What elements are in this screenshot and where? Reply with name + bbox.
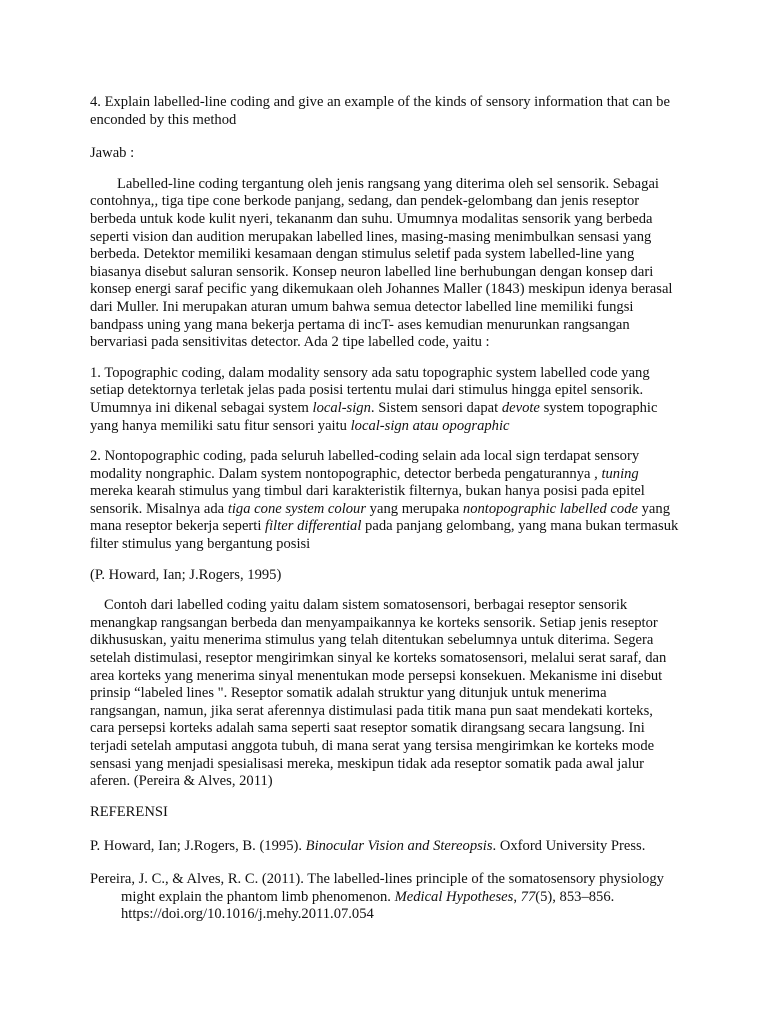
italic-term: local-sign atau opographic <box>350 417 510 434</box>
paragraph-somatosensory-example: Contoh dari labelled coding yaitu dalam sistem somatosensori, berbagai reseptor sensorik menangkap rangsangan berbeda dan menyampaikannya ke korteks sensorik. Setiap jenis reseptor dikhususkan, yaitu menerima stimulus yang telah ditentukan sebelumnya untuk diterima. Segera setelah distimulasi, reseptor mengirimkan sinyal ke korteks somatosensori, melalui serat saraf, dan area korteks yang menerima sinyal menentukan mode persepsi konsekuen. Mekanisme ini disebut prinsip “labeled lines ". Reseptor somatik adalah struktur yang ditunjuk untuk menerima rangsangan, namun, jika serat aferennya distimulasi pada titik mana pun saat mendekati korteks, cara persepsi korteks adalah sama seperti saat reseptor somatik dirangsang secara langsung. Ini terjadi setelah amputasi anggota tubuh, di mana serat yang tersisa mengirimkan ke korteks mode sensasi yang menjadi spesialisasi mereka, meskipun tidak ada reseptor somatik pada awal jalur aferen. (Pereira & Alves, 2011) <box>90 597 667 790</box>
paragraph-nontopographic-coding <box>90 448 680 554</box>
paragraph-text: yang merupaka <box>366 500 463 517</box>
paragraph-text: system topographic yang hanya memiliki satu fitur sensori yaitu <box>90 399 658 434</box>
answer-label: Jawab : <box>90 145 135 162</box>
reference-journal: Medical Hypotheses <box>394 888 514 905</box>
italic-term: devote <box>501 399 540 416</box>
paragraph-labelled-line-intro: Labelled-line coding tergantung oleh jenis rangsang yang diterima oleh sel sensorik. Sebagai contohnya,, tiga tipe cone berkode panjang, sedang, dan pendek-gelombang dan jenis reseptor berbeda untuk kode kulit nyeri, tekananm dan suhu. Umumnya modalitas sensorik yang berbeda seperti vision dan audition merupakan labelled lines, masing-masing menimbulkan sensasi yang berbeda. Detektor memiliki kesamaan dengan stimulus seletif pada system labelled-line yang biasanya disebut saluran sensorik. Konsep neuron labelled line berhubungan dengan konsep dari konsep energi saraf pecific yang dikemukaan oleh Johannes Maller (1843) meskipun idenya berasal dari Muller. Ini merupakan aturan umum bahwa semua detector labelled line memiliki fungsi bandpass uning yang mana bekerja pertama di incT- ases kemudian menurunkan rangsangan bervariasi pada sensitivitas detector. Ada 2 tipe labelled code, yaitu : <box>90 175 673 351</box>
italic-term: filter differential <box>265 518 362 535</box>
reference-text: . Oxford University Press. <box>492 838 646 855</box>
italic-term: local-sign <box>312 399 371 416</box>
reference-entry-howard <box>90 838 680 856</box>
paragraph-text: 2. Nontopographic coding, pada seluruh labelled-coding selain ada local sign terdapat sensory modality nongraphic. Dalam system nontopographic, detector berbeda pengaturannya <box>90 448 640 482</box>
reference-text: , <box>513 888 521 905</box>
reference-text: P. Howard, Ian; J.Rogers, B. (1995). <box>90 838 306 855</box>
italic-term: , tuning <box>594 465 639 482</box>
paragraph-text: mereka kearah stimulus yang timbul dari karakteristik filternya, bukan hanya posisi pada epitel sensorik. Misalnya ada <box>90 483 645 517</box>
document-body <box>90 94 680 937</box>
citation-howard-rogers: (P. Howard, Ian; J.Rogers, 1995) <box>90 566 282 583</box>
italic-term: tiga cone system colour <box>227 500 367 517</box>
reference-title: Binocular Vision and Stereopsis <box>305 838 493 855</box>
references-heading: REFERENSI <box>90 803 168 820</box>
reference-volume: 77 <box>520 888 536 905</box>
paragraph-text: . Sistem sensori dapat <box>370 399 502 416</box>
paragraph-topographic-coding <box>90 365 680 435</box>
paragraph-text: pada panjang gelombang, yang mana bukan termasuk filter stimulus yang bergantung posisi <box>90 518 679 553</box>
question-text: 4. Explain labelled-line coding and give an example of the kinds of sensory information that can be enconded by this method <box>90 94 670 128</box>
reference-text: Pereira, J. C., & Alves, R. C. (2011). The labelled-lines principle of the somatosensory physiology might explain the phantom limb phenomenon. <box>90 870 664 905</box>
reference-entry-pereira <box>90 871 680 924</box>
italic-term: nontopographic labelled code <box>462 500 638 517</box>
paragraph-text: 1. Topographic coding, dalam modality sensory ada satu topographic system labelled code yang setiap detektornya terletak jelas pada posisi tertentu mulai dari stimulus hingga epitel sensorik. Umumnya ini dikenal sebagai system <box>90 364 650 416</box>
reference-text: (5), 853–856. https://doi.org/10.1016/j.mehy.2011.07.054 <box>121 888 615 923</box>
paragraph-text: yang mana reseptor bekerja seperti <box>90 500 671 535</box>
